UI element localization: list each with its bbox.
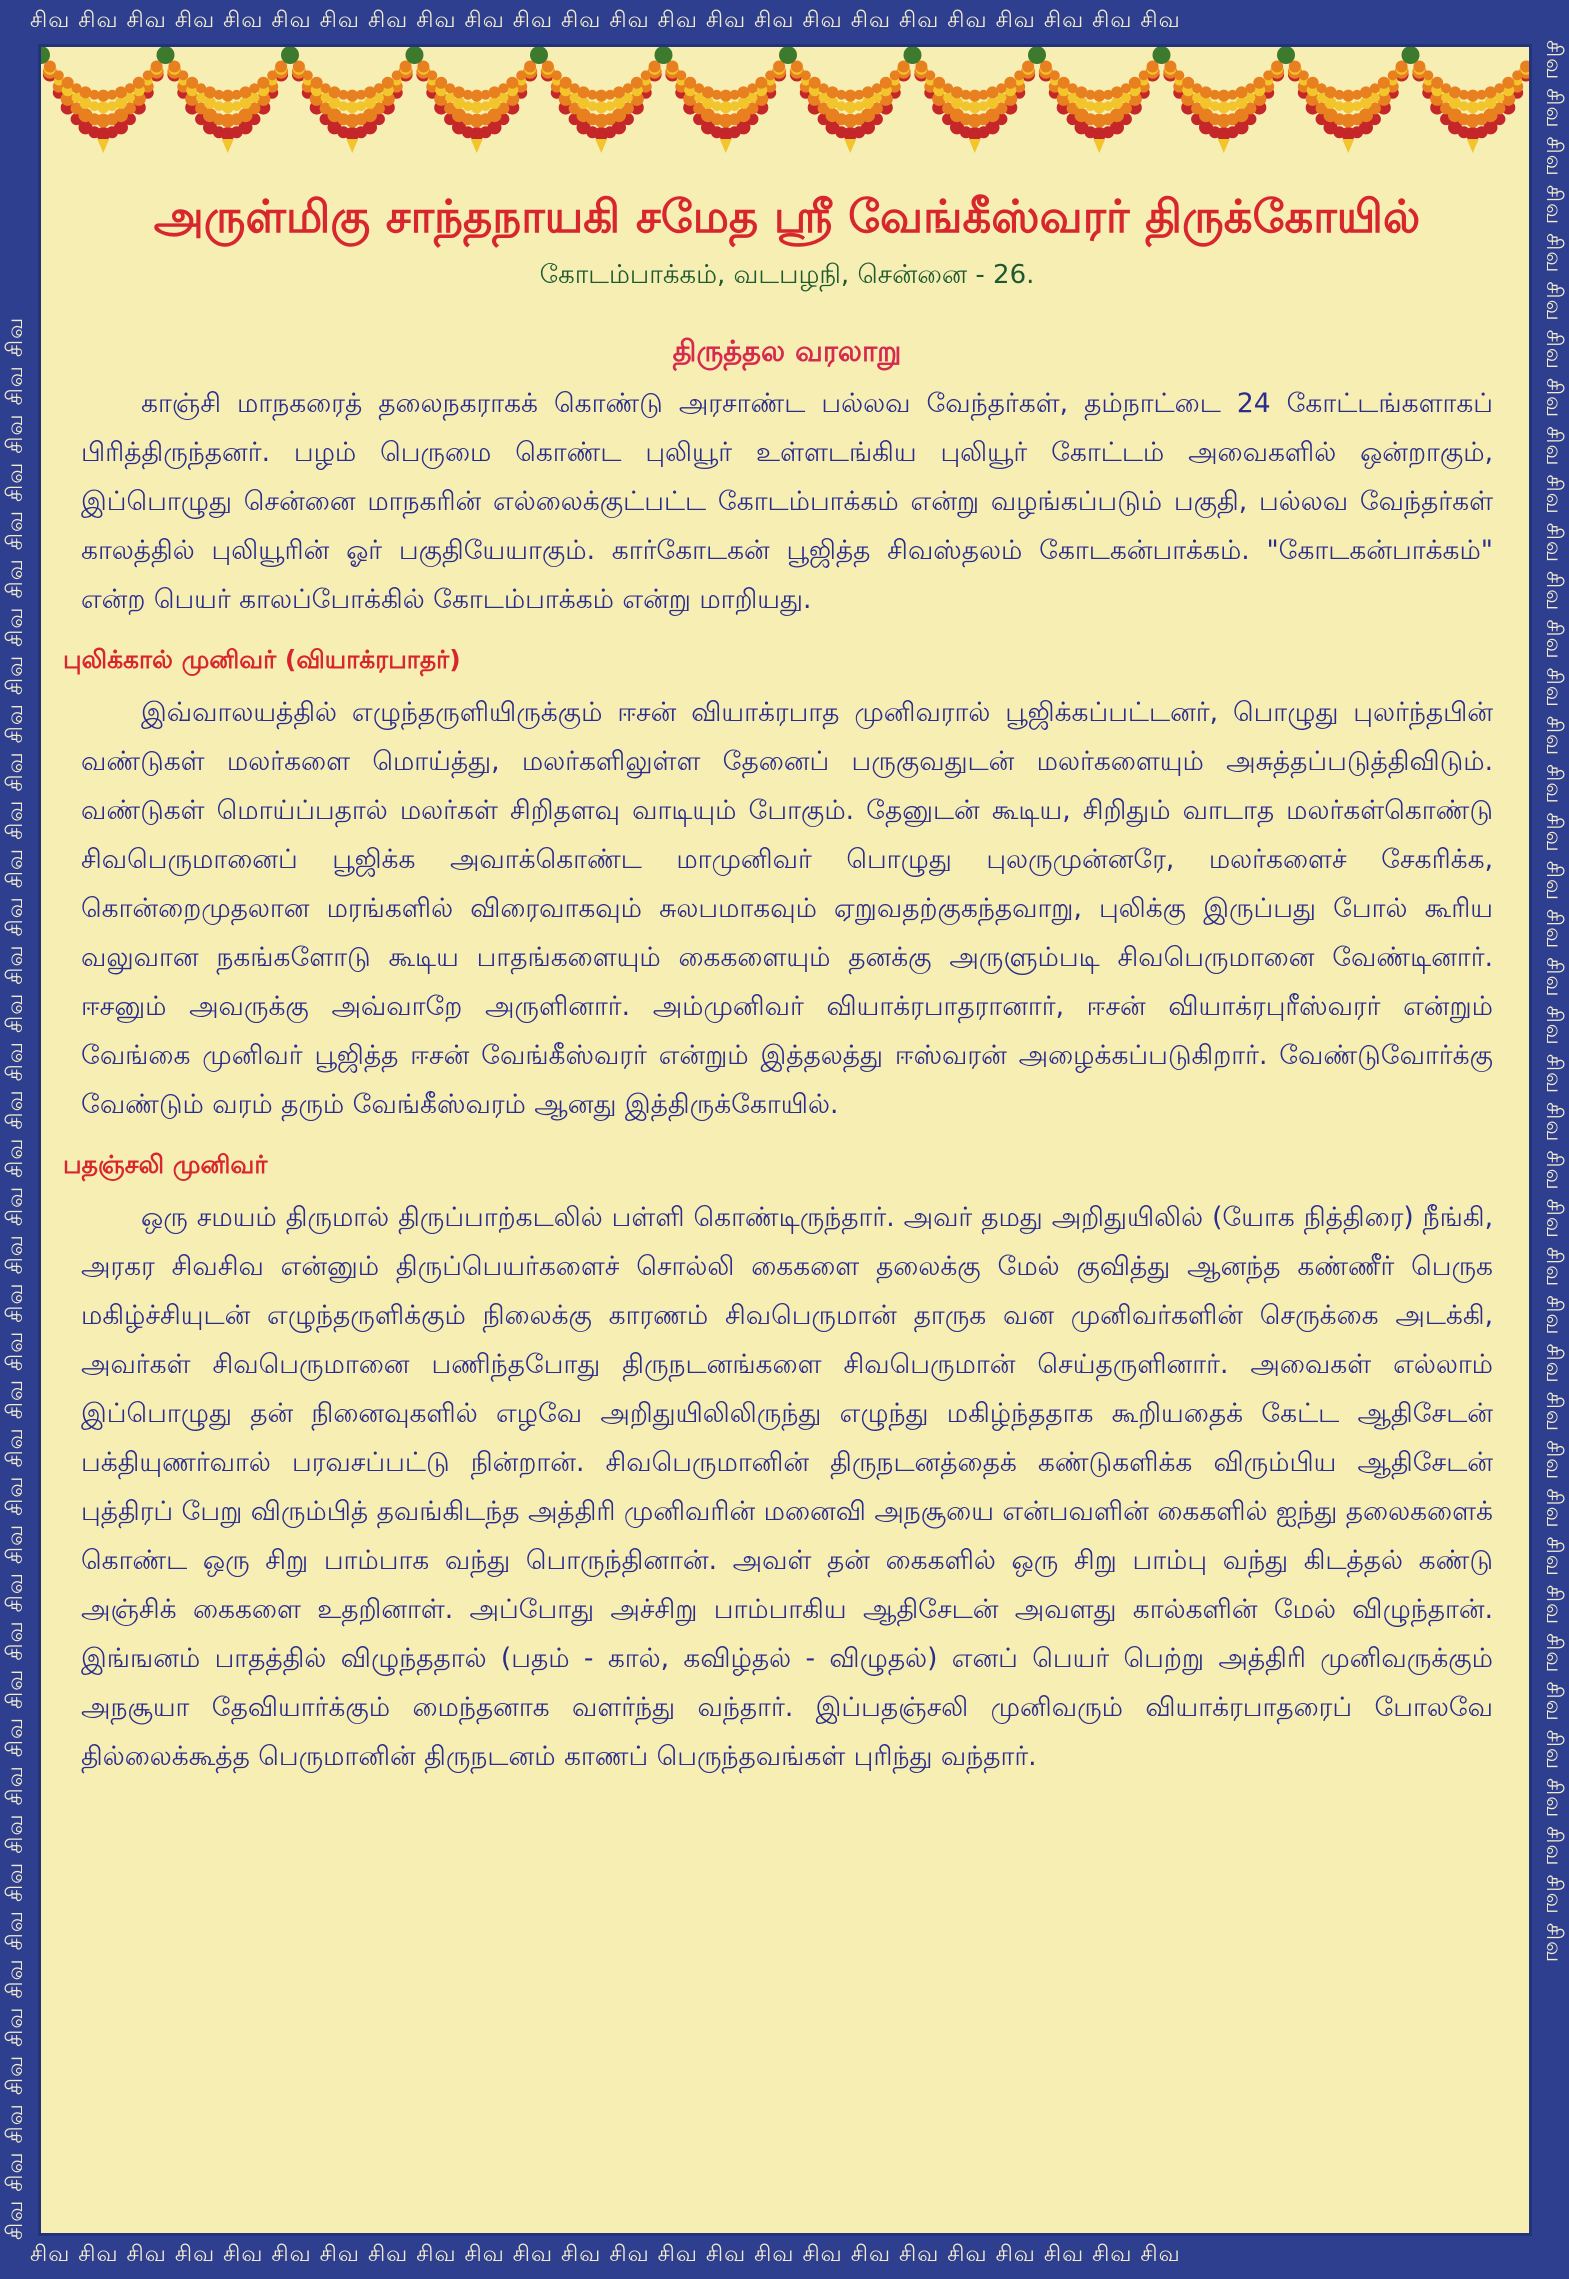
garland-flower [1050,70,1060,80]
garland-tassel [969,139,981,153]
garland-tassel [222,139,234,153]
garland-flower [925,70,935,80]
garland-flower [1004,77,1016,89]
garland-flower [329,86,341,98]
section-paragraph-vyaghrapada: இவ்வாலயத்தில் எழுந்தருளியிருக்கும் ஈசன் வியாக்ரபாத முனிவரால் பூஜிக்கப்பட்டனர், பொழுது புலர்ந்தபின் வண்டுகள் மலர்களை மொய்த்து, மலர்களிலுள்ள தேனைப் பருகுவதுடன் மலர்களையும் அசுத்தப்படுத்திவிடும். வண்டுகள் மொய்ப்பதால் மலர்கள் சிறிதளவு வாடியும் போகும். தேனுடன் கூடிய, சிறிதும் வாடாத மலர்கள்கொண்டு சிவபெருமானைப் பூஜிக்க அவாக்கொண்ட மாமுனிவர் பொழுது புலருமுன்னரே, மலர்களைச் சேகரிக்க, கொன்றைமுதலான மரங்களில் விரைவாகவும் சுலபமாகவும் ஏறுவதற்குகந்தவாறு, புலிக்கு இருப்பது போல் கூரிய வலுவான நகங்களோடு கூடிய பாதங்களையும் கைகளையும் தனக்கு அருளும்படி சிவபெருமானை வேண்டினார். ஈசனும் அவருக்கு அவ்வாறே அருளினார். அம்முனிவர் வியாக்ரபாதரானார், ஈசன் வியாக்ரபுரீஸ்வரர் என்றும் வேங்கை முனிவர் பூஜித்த ஈசன் வேங்கீஸ்வரர் என்றும் இத்தலத்து ஈஸ்வரன் அழைக்கப்படுகிறார். வேண்டுவோர்க்கு வேண்டும் வரம் தரும் வேங்கீஸ்வரம் ஆனது இத்திருக்கோயில். [81,697,1493,1120]
garland-flower [765,70,775,80]
garland-tassel [1467,139,1479,153]
frame-text-bottom: சிவ சிவ சிவ சிவ சிவ சிவ சிவ சிவ சிவ சிவ சிவ சிவ சிவ சிவ சிவ சிவ சிவ சிவ சிவ சிவ சிவ சிவ சிவ சிவ [30,2242,1181,2267]
garland-flower [951,86,963,98]
temple-title: அருள்மிகு சாந்தநாயகி சமேத ஸ்ரீ வேங்கீஸ்வரர் திருக்கோயில் [153,190,1421,243]
garland-flower [1529,47,1532,59]
garland-flower [1253,77,1265,89]
garland-flower [178,70,188,80]
garland-flower [676,70,686,80]
garland-flower [506,77,518,89]
garland-flower [303,70,313,80]
garland-tassel [1093,139,1105,153]
garland-flower [382,77,394,89]
garland-flower [552,70,562,80]
garland-tassel [595,139,607,153]
garland-flower [1520,61,1532,73]
garland-flower [1325,86,1337,98]
content-area [63,187,1493,1781]
garland-flower [1378,77,1390,89]
garland-flower [143,70,153,80]
garland-flower [1014,70,1024,80]
garland-flower [1174,70,1184,80]
content-panel [38,44,1532,2236]
garland-flower [1530,50,1532,60]
frame-text-top: சிவ சிவ சிவ சிவ சிவ சிவ சிவ சிவ சிவ சிவ சிவ சிவ சிவ சிவ சிவ சிவ சிவ சிவ சிவ சிவ சிவ சிவ சிவ சிவ [30,8,1181,33]
garland-flower [890,70,900,80]
section-heading-vyaghrapada: புலிக்கால் முனிவர் (வியாக்ரபாதர்) [63,645,461,674]
history-heading: திருத்தல வரலாறு [672,334,902,368]
garland-flower [1423,70,1433,80]
garland-tassel [720,139,732,153]
garland-tassel [1342,139,1354,153]
garland-flower [827,86,839,98]
garland-flower [267,70,277,80]
garland-tassel [471,139,483,153]
garland-tassel [346,139,358,153]
garland-flower [1139,70,1149,80]
temple-address: கோடம்பாக்கம், வடபழநி, சென்னை - 26. [539,260,1035,290]
history-paragraph: காஞ்சி மாநகரைத் தலைநகராகக் கொண்டு அரசாண்ட பல்லவ வேந்தர்கள், தம்நாட்டை 24 கோட்டங்களாகப் பிரித்திருந்தனர். பழம் பெருமை கொண்ட புலியூர் உள்ளடங்கிய புலியூர் கோட்டம் அவைகளில் ஒன்றாகும், இப்பொழுது சென்னை மாநகரின் எல்லைக்குட்பட்ட கோடம்பாக்கம் என்று வழங்கப்படும் பகுதி, பல்லவ வேந்தர்கள் காலத்தில் புலியூரின் ஓர் பகுதியேயாகும். கார்கோடகன் பூஜித்த சிவஸ்தலம் கோடகன்பாக்கம். "கோடகன்பாக்கம்" என்ற பெயர் காலப்போக்கில் கோடம்பாக்கம் என்று மாறியது. [81,388,1493,615]
garland-flower [1263,70,1273,80]
garland-flower [1388,70,1398,80]
garland-flower [1449,86,1461,98]
garland-flower [702,86,714,98]
garland-flower [257,77,269,89]
garland-flower [631,77,643,89]
frame-text-left: சிவ சிவ சிவ சிவ சிவ சிவ சிவ சிவ சிவ சிவ சிவ சிவ சிவ சிவ சிவ சிவ சிவ சிவ சிவ சிவ சிவ சிவ சிவ சிவ சிவ சிவ சிவ சிவ சிவ சிவ சிவ சிவ சிவ சிவ சிவ சிவ சிவ சிவ சிவ சிவ [3,316,28,2240]
garland-flower [801,70,811,80]
garland-flower [453,86,465,98]
garland-flower [54,70,64,80]
flower-garland-icon [41,47,1532,157]
garland-flower [578,86,590,98]
garland-flower [204,86,216,98]
garland-flower [392,70,402,80]
garland-flower [1530,51,1532,61]
garland-tassel [1218,139,1230,153]
garland-flower [133,77,145,89]
garland-flower [1129,77,1141,89]
garland-flower [880,77,892,89]
garland-flower [1512,70,1522,80]
garland-flower [80,86,92,98]
section-heading-patanjali: பதஞ்சலி முனிவர் [63,1150,268,1179]
garland-tassel [844,139,856,153]
garland-flower [755,77,767,89]
garland-flower [1529,48,1532,60]
garland-tassel [97,139,109,153]
garland-flower [516,70,526,80]
garland-flower [1200,86,1212,98]
garland-flower [427,70,437,80]
garland-flower [1076,86,1088,98]
section-paragraph-patanjali: ஒரு சமயம் திருமால் திருப்பாற்கடலில் பள்ளி கொண்டிருந்தார். அவர் தமது அறிதுயிலில் (யோக நித்திரை) நீங்கி, அரகர சிவசிவ என்னும் திருப்பெயர்களைச் சொல்லி கைகளை தலைக்கு மேல் குவித்து ஆனந்த கண்ணீர் பெருக மகிழ்ச்சியுடன் எழுந்தருளிக்கும் நிலைக்கு காரணம் சிவபெருமான் தாருக வன முனிவர்களின் செருக்கை அடக்கி, அவர்கள் சிவபெருமானை பணிந்தபோது திருநடனங்களை சிவபெருமான் செய்தருளினார். அவைகள் எல்லாம் இப்பொழுது தன் நினைவுகளில் எழவே அறிதுயிலிலிருந்து எழுந்து மகிழ்ந்ததாக கூறியதைக் கேட்ட ஆதிசேடன் பக்தியுணர்வால் பரவசப்பட்டு நின்றான். சிவபெருமானின் திருநடனத்தைக் கண்டுகளிக்க விரும்பிய ஆதிசேடன் புத்திரப் பேறு விரும்பித் தவங்கிடந்த அத்திரி முனிவரின் மனைவி அநசூயை என்பவளின் கைகளில் ஐந்து தலைகளைக் கொண்ட ஒரு சிறு பாம்பாக வந்து பொருந்தினான். அவள் தன் கைகளில் ஒரு சிறு பாம்பு வந்து கிடத்தல் கண்டு அஞ்சிக் கைகளை உதறினாள். அப்போது அச்சிறு பாம்பாகிய ஆதிசேடன் அவளது கால்களின் மேல் விழுந்தான். இங்ஙனம் பாதத்தில் விழுந்ததால் (பதம் - கால், கவிழ்தல் - விழுதல்) எனப் பெயர் பெற்று அத்திரி முனிவருக்கும் அநசூயா தேவியார்க்கும் மைந்தனாக வளர்ந்து வந்தார். இப்பதஞ்சலி முனிவரும் வியாக்ரபாதரைப் போலவே தில்லைக்கூத்த பெருமானின் திருநடனம் காணப் பெருந்தவங்கள் புரிந்து வந்தார். [81,1202,1493,1772]
garland-flower [1299,70,1309,80]
frame-text-right: சிவ சிவ சிவ சிவ சிவ சிவ சிவ சிவ சிவ சிவ சிவ சிவ சிவ சிவ சிவ சிவ சிவ சிவ சிவ சிவ சிவ சிவ சிவ சிவ சிவ சிவ சிவ சிவ சிவ சிவ சிவ சிவ சிவ சிவ சிவ சிவ சிவ சிவ சிவ சிவ [1541,40,1566,1964]
garland-flower [1502,77,1514,89]
garland-flower [641,70,651,80]
